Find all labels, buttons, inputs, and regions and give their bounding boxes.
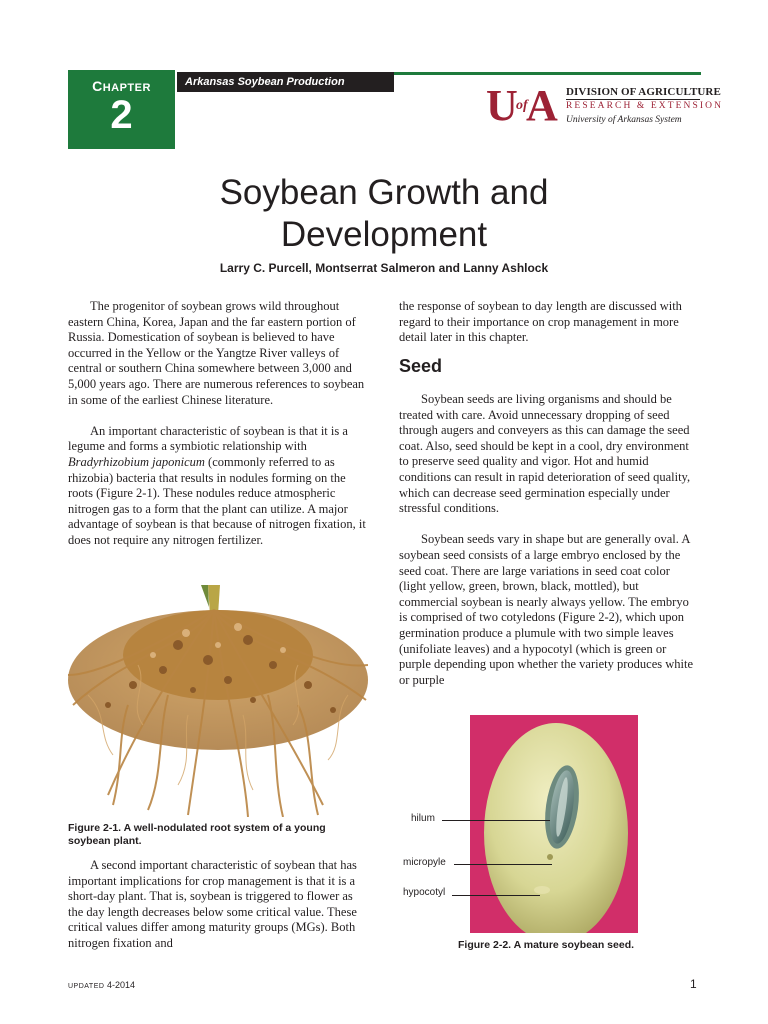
division-system: University of Arkansas System <box>566 115 682 125</box>
paragraph-seed-care: Soybean seeds are living organisms and should be treated with care. Avoid unnecessary dropping of seed through augers and conveyers as this can damage the seed coat. Also, seed should be kept in a cool, dry environment to preserve seed quality and vigor. Hot and humid conditions can result in rapid deterioration of seed quality, which can decrease seed germination especially under stressful conditions. <box>399 392 691 516</box>
paragraph-legume-part-a: An important characteristic of soybean is that it is a legume and forms a symbiotic relationship with <box>68 423 348 454</box>
paragraph-progenitor: The progenitor of soybean grows wild throughout eastern China, Korea, Japan and the far eastern portion of Russia. Domestication of soybean is believed to have occurred in the Yellow or the Yangtze River valleys of central or southern China somewhere between 3,000 and 5,000 years ago. There are numerous references to soybean in some of the earliest Chinese literature. <box>68 299 365 407</box>
paragraph-legume-part-b: (commonly referred to as rhizobia) bacteria that results in nodules forming on the roots (Figure 2-1). These nodules reduce atmospheric nitrogen gas to a form that the plant can utilize. A major advantage of soybean is that because of nitrogen fixation, it does not require any nitrogen fertilizer. <box>68 454 366 547</box>
chapter-label-first: C <box>92 78 103 94</box>
soybean-seed-image <box>470 715 638 933</box>
chapter-number: 2 <box>110 93 133 137</box>
chapter-box <box>68 70 175 149</box>
left-column-text <box>68 299 368 549</box>
handbook-title-bar: Arkansas Soybean Production Handbook <box>177 72 394 92</box>
figure-root-system <box>68 585 368 817</box>
figure-2-caption: Figure 2-2. A mature soybean seed. <box>458 939 635 951</box>
figure-1-caption: Figure 2-1. A well-nodulated root system of a young soybean plant. <box>68 822 326 847</box>
page-number: 1 <box>690 977 697 991</box>
logo-letter-a: A <box>526 81 558 130</box>
title-line-1: Soybean Growth and <box>219 173 549 212</box>
right-column-continuation <box>399 299 699 346</box>
paragraph-short-day: A second important characteristic of soybean that has important implications for crop management is that it is a short-day plant. That is, soybean is triggered to flower as the day length decreases below some critical value. These critical values differ among maturity groups (MGs). Both nitrogen fixation and <box>68 858 357 950</box>
logo-letter-u: U <box>486 81 518 130</box>
authors-line: Larry C. Purcell, Montserrat Salmeron and Lanny Ashlock <box>219 261 549 275</box>
uofa-logo <box>486 81 558 130</box>
page-title <box>150 172 618 256</box>
label-hypocotyl: hypocotyl <box>403 887 446 898</box>
updated-date <box>68 980 135 990</box>
pointer-micropyle <box>454 864 552 865</box>
chapter-label-rest: HAPTER <box>102 82 151 94</box>
title-line-2: Development <box>280 215 488 254</box>
division-subtitle: RESEARCH & EXTENSION <box>566 101 724 111</box>
chapter-label <box>68 78 175 94</box>
left-column-text-lower <box>68 858 368 952</box>
label-hilum: hilum <box>411 813 435 824</box>
paragraph-day-length: the response of soybean to day length are discussed with regard to their importance on crop management in more detail later in this chapter. <box>399 299 682 345</box>
species-name: Bradyrhizobium japonicum <box>68 454 205 469</box>
pointer-hilum <box>442 820 550 821</box>
header-rule <box>394 72 701 75</box>
paragraph-seed-shape: Soybean seeds vary in shape but are generally oval. A soybean seed consists of a large embryo enclosed by the seed coat. There are large variations in seed coat color (light yellow, green, brown, black, mottled), but commercial soybean is nearly always yellow. The embryo is comprised of two cotyledons (Figure 2-2), which upon germination produce a plumule with two simple leaves (unifoliate leaves) and a hypocotyl (which is green or purple depending upon whether the variety produces white or purple <box>399 532 694 687</box>
label-micropyle: micropyle <box>403 857 446 868</box>
updated-label: UPDATED <box>68 983 105 990</box>
logo-letters-of: of <box>516 98 528 113</box>
paragraph-legume <box>68 424 368 549</box>
right-column-text <box>399 392 699 688</box>
division-title: DIVISION OF AGRICULTURE <box>566 86 721 98</box>
division-rule <box>566 99 700 100</box>
pointer-hypocotyl <box>452 895 540 896</box>
section-heading-seed: Seed <box>399 356 443 376</box>
updated-value: 4-2014 <box>106 980 135 990</box>
figure-soybean-seed <box>470 715 638 933</box>
root-system-image <box>68 585 368 817</box>
